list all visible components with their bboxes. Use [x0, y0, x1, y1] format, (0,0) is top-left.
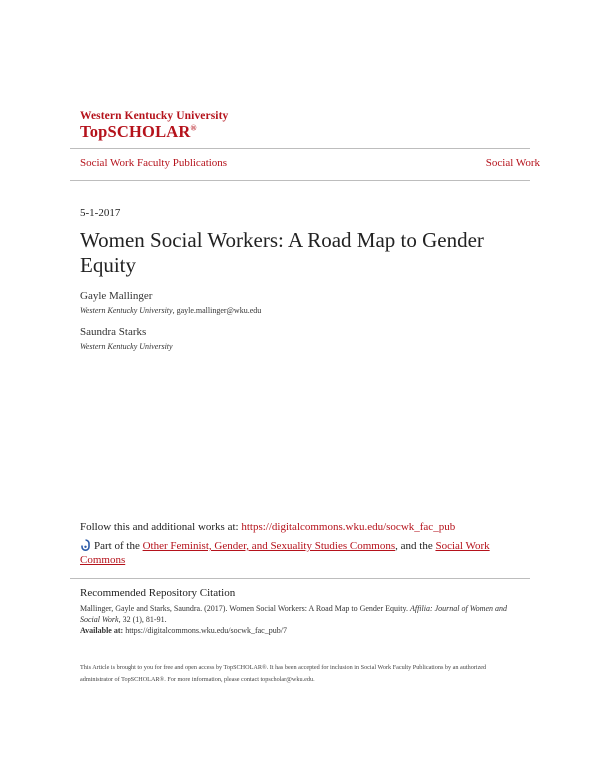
- publication-date: 5-1-2017: [80, 207, 121, 219]
- open-access-icon: [80, 539, 91, 551]
- university-name: Western Kentucky University: [80, 110, 229, 122]
- article-title: Women Social Workers: A Road Map to Gender Equity: [80, 228, 484, 277]
- nav-divider: [70, 180, 530, 181]
- author-affiliation: Western Kentucky University, gayle.mallinger@wku.edu: [80, 306, 262, 315]
- citation-divider: [70, 578, 530, 579]
- repository-logo[interactable]: [80, 122, 197, 142]
- availability-line: Available at: https://digitalcommons.wku.edu/socwk_fac_pub/7: [80, 626, 287, 635]
- author-affiliation: Western Kentucky University: [80, 342, 173, 351]
- part-of-line: Part of the Other Feminist, Gender, and Sexuality Studies Commons, and the Social Work Commons: [80, 540, 490, 566]
- social-work-commons-link[interactable]: Social Work Commons: [80, 540, 490, 566]
- author-name: Gayle Mallinger: [80, 290, 153, 302]
- collection-url-link[interactable]: https://digitalcommons.wku.edu/socwk_fac_pub: [241, 521, 456, 533]
- department-link[interactable]: Social Work: [485, 157, 540, 169]
- repository-name: TopSCHOLAR: [80, 122, 191, 141]
- collection-link[interactable]: Social Work Faculty Publications: [80, 157, 228, 169]
- citation-text: Mallinger, Gayle and Starks, Saundra. (2017). Women Social Workers: A Road Map to Gender Equity. Affilia: Journal of Women and Social Work, 32 (1), 81-91.: [80, 604, 507, 624]
- author-email: gayle.mallinger@wku.edu: [176, 306, 262, 315]
- footer-notice: This Article is brought to you for free and open access by TopSCHOLAR®. It has been accepted for inclusion in Social Work Faculty Publications by an authorized administrator of TopSCHOLAR®. For more information, please contact topscholar@wku.edu.: [80, 664, 487, 683]
- feminist-studies-commons-link[interactable]: Other Feminist, Gender, and Sexuality Studies Commons: [142, 540, 396, 552]
- article-url: https://digitalcommons.wku.edu/socwk_fac_pub/7: [123, 626, 287, 635]
- author-name: Saundra Starks: [80, 326, 147, 338]
- citation-heading: Recommended Repository Citation: [80, 587, 236, 599]
- follow-line: Follow this and additional works at: https://digitalcommons.wku.edu/socwk_fac_pub: [80, 521, 456, 533]
- registered-mark: ®: [190, 123, 197, 133]
- top-divider: [70, 148, 530, 149]
- journal-name: Affilia: Journal of Women and Social Work: [80, 604, 507, 624]
